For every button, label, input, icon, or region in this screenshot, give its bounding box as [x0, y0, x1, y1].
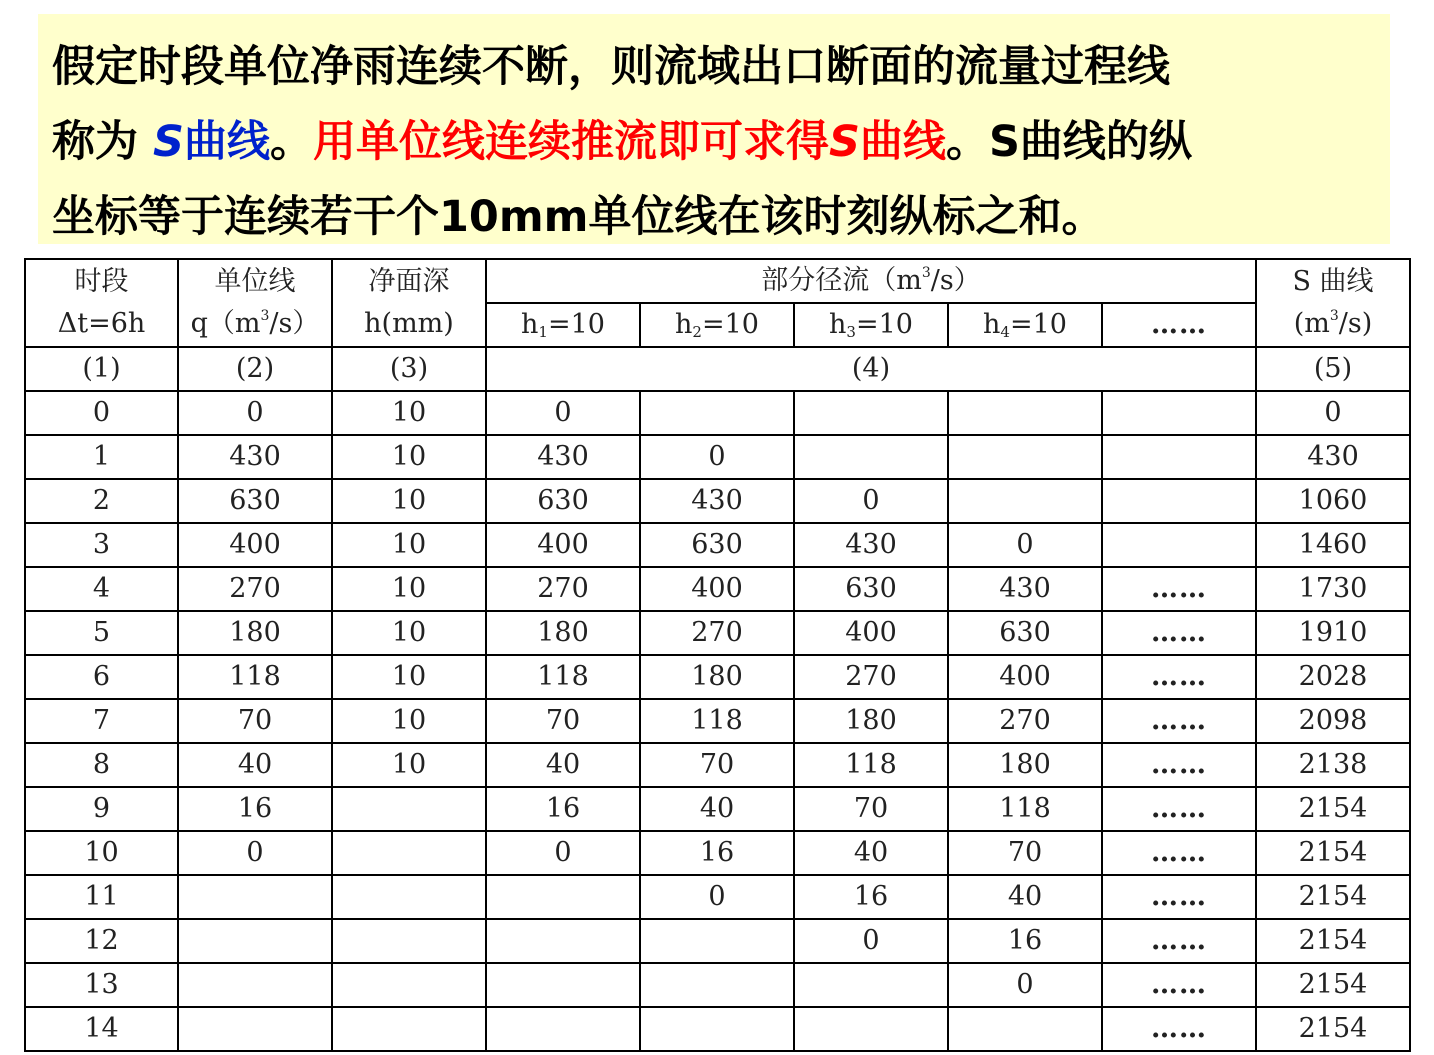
table-row — [25, 655, 1410, 699]
table-cell — [1102, 523, 1256, 567]
table-row — [25, 963, 1410, 1007]
table-cell: 10 — [332, 523, 486, 567]
table-cell: 270 — [794, 655, 948, 699]
table-row — [25, 787, 1410, 831]
table-cell — [178, 875, 332, 919]
table-cell: …… — [1102, 963, 1256, 1007]
table-cell: 14 — [25, 1007, 178, 1051]
table-cell: …… — [1102, 1007, 1256, 1051]
table-cell: 2154 — [1256, 831, 1410, 875]
table-cell — [794, 391, 948, 435]
table-cell: 70 — [486, 699, 640, 743]
banner-s-letter: S — [152, 117, 184, 167]
table-cell: 10 — [332, 391, 486, 435]
table-cell: 430 — [640, 479, 794, 523]
header-h3 — [794, 303, 948, 347]
table-row — [25, 391, 1410, 435]
s-unit-post: /s) — [1338, 308, 1373, 339]
table-cell: …… — [1102, 787, 1256, 831]
table-cell: 630 — [794, 567, 948, 611]
h3-value: =10 — [855, 309, 913, 340]
table-cell: 10 — [332, 655, 486, 699]
h4-value: =10 — [1009, 309, 1067, 340]
index-cell: (2) — [178, 347, 332, 391]
table-cell: 12 — [25, 919, 178, 963]
table-cell: 2098 — [1256, 699, 1410, 743]
header-unit-hydrograph-title: 单位线 — [214, 266, 296, 297]
banner-line-2 — [52, 105, 1390, 180]
table-cell: …… — [1102, 919, 1256, 963]
table-cell — [794, 1007, 948, 1051]
table-cell: 270 — [486, 567, 640, 611]
s-unit-superscript: 3 — [1329, 308, 1339, 324]
table-row — [25, 479, 1410, 523]
table-cell — [948, 391, 1102, 435]
table-cell — [640, 391, 794, 435]
banner-line-3-text: 坐标等于连续若干个10mm单位线在该时刻纵标之和。 — [52, 192, 1105, 242]
table-cell: 1060 — [1256, 479, 1410, 523]
header-s-curve-unit — [1257, 303, 1409, 345]
unit-text-post: /s） — [269, 308, 320, 339]
banner-period: 。 — [269, 117, 313, 167]
table-cell: 40 — [948, 875, 1102, 919]
table-cell — [486, 919, 640, 963]
table-cell — [178, 963, 332, 1007]
table-row — [25, 567, 1410, 611]
table-cell: 0 — [640, 435, 794, 479]
table-cell: 40 — [178, 743, 332, 787]
table-cell: 1 — [25, 435, 178, 479]
table-cell: 10 — [332, 479, 486, 523]
table-cell — [486, 875, 640, 919]
table-cell — [640, 1007, 794, 1051]
h3-subscript: 3 — [846, 323, 856, 341]
table-cell: 180 — [486, 611, 640, 655]
table-cell — [1102, 391, 1256, 435]
table-cell — [486, 963, 640, 1007]
table-cell — [332, 1007, 486, 1051]
h3-letter: h — [829, 309, 847, 340]
table-cell: 2138 — [1256, 743, 1410, 787]
table-cell: 430 — [948, 567, 1102, 611]
table-cell — [948, 435, 1102, 479]
table-cell — [486, 1007, 640, 1051]
table-cell: 1460 — [1256, 523, 1410, 567]
banner-line-1 — [52, 30, 1390, 105]
table-cell: 10 — [332, 611, 486, 655]
table-cell: 5 — [25, 611, 178, 655]
table-cell: 7 — [25, 699, 178, 743]
table-cell: 40 — [794, 831, 948, 875]
table-row — [25, 831, 1410, 875]
table-cell: 2 — [25, 479, 178, 523]
table-cell: 10 — [25, 831, 178, 875]
table-cell: …… — [1102, 611, 1256, 655]
table-cell: 630 — [486, 479, 640, 523]
table-cell — [178, 919, 332, 963]
description-banner — [38, 14, 1390, 244]
table-cell: 1910 — [1256, 611, 1410, 655]
table-row — [25, 699, 1410, 743]
table-cell: 16 — [640, 831, 794, 875]
banner-line-1-text: 假定时段单位净雨连续不断，则流域出口断面的流量过程线 — [52, 42, 1170, 92]
table-cell — [332, 787, 486, 831]
table-cell: 16 — [486, 787, 640, 831]
header-h2 — [640, 303, 794, 347]
index-cell: (5) — [1256, 347, 1410, 391]
table-cell — [640, 919, 794, 963]
table-row — [25, 743, 1410, 787]
table-cell: 2154 — [1256, 787, 1410, 831]
table-cell: 430 — [794, 523, 948, 567]
header-s-curve — [1256, 259, 1410, 347]
table-cell: 180 — [948, 743, 1102, 787]
h2-subscript: 2 — [692, 323, 702, 341]
h2-letter: h — [675, 309, 693, 340]
table-cell: 180 — [794, 699, 948, 743]
banner-text-called: 称为 — [52, 117, 153, 167]
table-cell: 70 — [794, 787, 948, 831]
table-cell — [332, 831, 486, 875]
table-cell: 0 — [178, 391, 332, 435]
table-cell: 400 — [948, 655, 1102, 699]
table-cell: 40 — [640, 787, 794, 831]
table-cell: 2154 — [1256, 919, 1410, 963]
partial-runoff-superscript: 3 — [921, 265, 931, 281]
table-cell: 2028 — [1256, 655, 1410, 699]
table-cell: 180 — [178, 611, 332, 655]
index-cell: (3) — [332, 347, 486, 391]
table-cell: 10 — [332, 567, 486, 611]
banner-curve-word: 曲线 — [183, 117, 270, 167]
table-cell: …… — [1102, 831, 1256, 875]
table-cell — [178, 1007, 332, 1051]
table-cell: 13 — [25, 963, 178, 1007]
table-cell: 2154 — [1256, 1007, 1410, 1051]
s-unit-pre: (m — [1293, 308, 1330, 339]
table-cell: 2154 — [1256, 963, 1410, 1007]
index-cell: (1) — [25, 347, 178, 391]
banner-line-2-tail: 。S曲线的纵 — [945, 117, 1192, 167]
table-cell — [332, 963, 486, 1007]
h2-value: =10 — [701, 309, 759, 340]
table-cell: 10 — [332, 699, 486, 743]
table-cell — [794, 963, 948, 1007]
header-s-curve-title: S 曲线 — [1292, 266, 1374, 297]
table-row — [25, 1007, 1410, 1051]
table-cell: 630 — [178, 479, 332, 523]
header-period — [25, 259, 178, 347]
header-period-title: 时段 — [74, 266, 129, 297]
header-row-top — [25, 259, 1410, 303]
table-cell — [1102, 479, 1256, 523]
s-curve-table — [24, 258, 1411, 1052]
table-cell: 10 — [332, 743, 486, 787]
table-cell — [640, 963, 794, 1007]
table-cell: 0 — [794, 479, 948, 523]
header-more: …… — [1102, 303, 1256, 347]
table-cell: 9 — [25, 787, 178, 831]
banner-line-3 — [52, 180, 1390, 255]
table-cell: 270 — [948, 699, 1102, 743]
table-cell: 11 — [25, 875, 178, 919]
header-unit-hydrograph — [178, 259, 332, 347]
table-cell: 630 — [640, 523, 794, 567]
partial-runoff-text: 部分径流（m — [761, 265, 922, 296]
table-cell: 0 — [640, 875, 794, 919]
table-cell: 70 — [948, 831, 1102, 875]
table-cell: 270 — [178, 567, 332, 611]
table-cell: …… — [1102, 875, 1256, 919]
h1-letter: h — [521, 309, 539, 340]
table-cell: 118 — [948, 787, 1102, 831]
table-row — [25, 611, 1410, 655]
table-cell: 0 — [948, 523, 1102, 567]
table-cell: 430 — [178, 435, 332, 479]
table-cell: 1730 — [1256, 567, 1410, 611]
index-row — [25, 347, 1410, 391]
table-cell: 0 — [948, 963, 1102, 1007]
table-cell: 400 — [794, 611, 948, 655]
table-cell: 180 — [640, 655, 794, 699]
table-cell: …… — [1102, 743, 1256, 787]
table-cell: 0 — [1256, 391, 1410, 435]
table-cell: 630 — [948, 611, 1102, 655]
table-cell: 3 — [25, 523, 178, 567]
table-cell: 6 — [25, 655, 178, 699]
table-cell: 118 — [178, 655, 332, 699]
header-h1 — [486, 303, 640, 347]
table-cell: 118 — [640, 699, 794, 743]
table-cell: 0 — [794, 919, 948, 963]
table-cell — [948, 479, 1102, 523]
unit-superscript: 3 — [260, 308, 270, 324]
table-cell — [332, 919, 486, 963]
table-cell: 400 — [640, 567, 794, 611]
table-cell — [948, 1007, 1102, 1051]
table-cell: 10 — [332, 435, 486, 479]
table-cell: 400 — [178, 523, 332, 567]
table-cell — [794, 435, 948, 479]
table-cell: 0 — [486, 391, 640, 435]
table-cell: 270 — [640, 611, 794, 655]
header-net-depth-unit: h(mm) — [364, 308, 454, 339]
table-row — [25, 523, 1410, 567]
h4-letter: h — [983, 309, 1001, 340]
table-cell: 16 — [948, 919, 1102, 963]
table-cell: 2154 — [1256, 875, 1410, 919]
table-cell: 70 — [178, 699, 332, 743]
table-cell: 40 — [486, 743, 640, 787]
table-cell: 430 — [1256, 435, 1410, 479]
header-unit-hydrograph-unit — [179, 303, 331, 345]
table-cell: …… — [1102, 699, 1256, 743]
table-cell: 430 — [486, 435, 640, 479]
partial-runoff-unit-post: /s） — [930, 265, 981, 296]
table-cell: 8 — [25, 743, 178, 787]
index-cell: (4) — [486, 347, 1256, 391]
table-body — [25, 391, 1410, 1051]
header-h4 — [948, 303, 1102, 347]
table-cell: …… — [1102, 655, 1256, 699]
table-cell: 0 — [25, 391, 178, 435]
header-partial-runoff — [486, 259, 1256, 303]
banner-red-text: 用单位线连续推流即可求得 — [312, 117, 829, 167]
banner-red-s-letter: S — [828, 117, 860, 167]
table-cell: 0 — [178, 831, 332, 875]
table-cell: 16 — [178, 787, 332, 831]
table-row — [25, 919, 1410, 963]
table-cell — [332, 875, 486, 919]
table-row — [25, 435, 1410, 479]
table-cell — [1102, 435, 1256, 479]
h1-subscript: 1 — [538, 323, 548, 341]
table-cell: …… — [1102, 567, 1256, 611]
table-cell: 70 — [640, 743, 794, 787]
header-net-depth-title: 净面深 — [368, 266, 450, 297]
table-cell: 0 — [486, 831, 640, 875]
header-period-step: Δt=6h — [57, 308, 146, 339]
table-cell: 16 — [794, 875, 948, 919]
table-cell: 118 — [486, 655, 640, 699]
unit-text-pre: q（m — [190, 308, 261, 339]
h4-subscript: 4 — [1000, 323, 1010, 341]
header-net-depth — [332, 259, 486, 347]
table-row — [25, 875, 1410, 919]
banner-red-curve-word: 曲线 — [859, 117, 946, 167]
table-cell: 4 — [25, 567, 178, 611]
table-cell: 118 — [794, 743, 948, 787]
h1-value: =10 — [547, 309, 605, 340]
table-cell: 400 — [486, 523, 640, 567]
